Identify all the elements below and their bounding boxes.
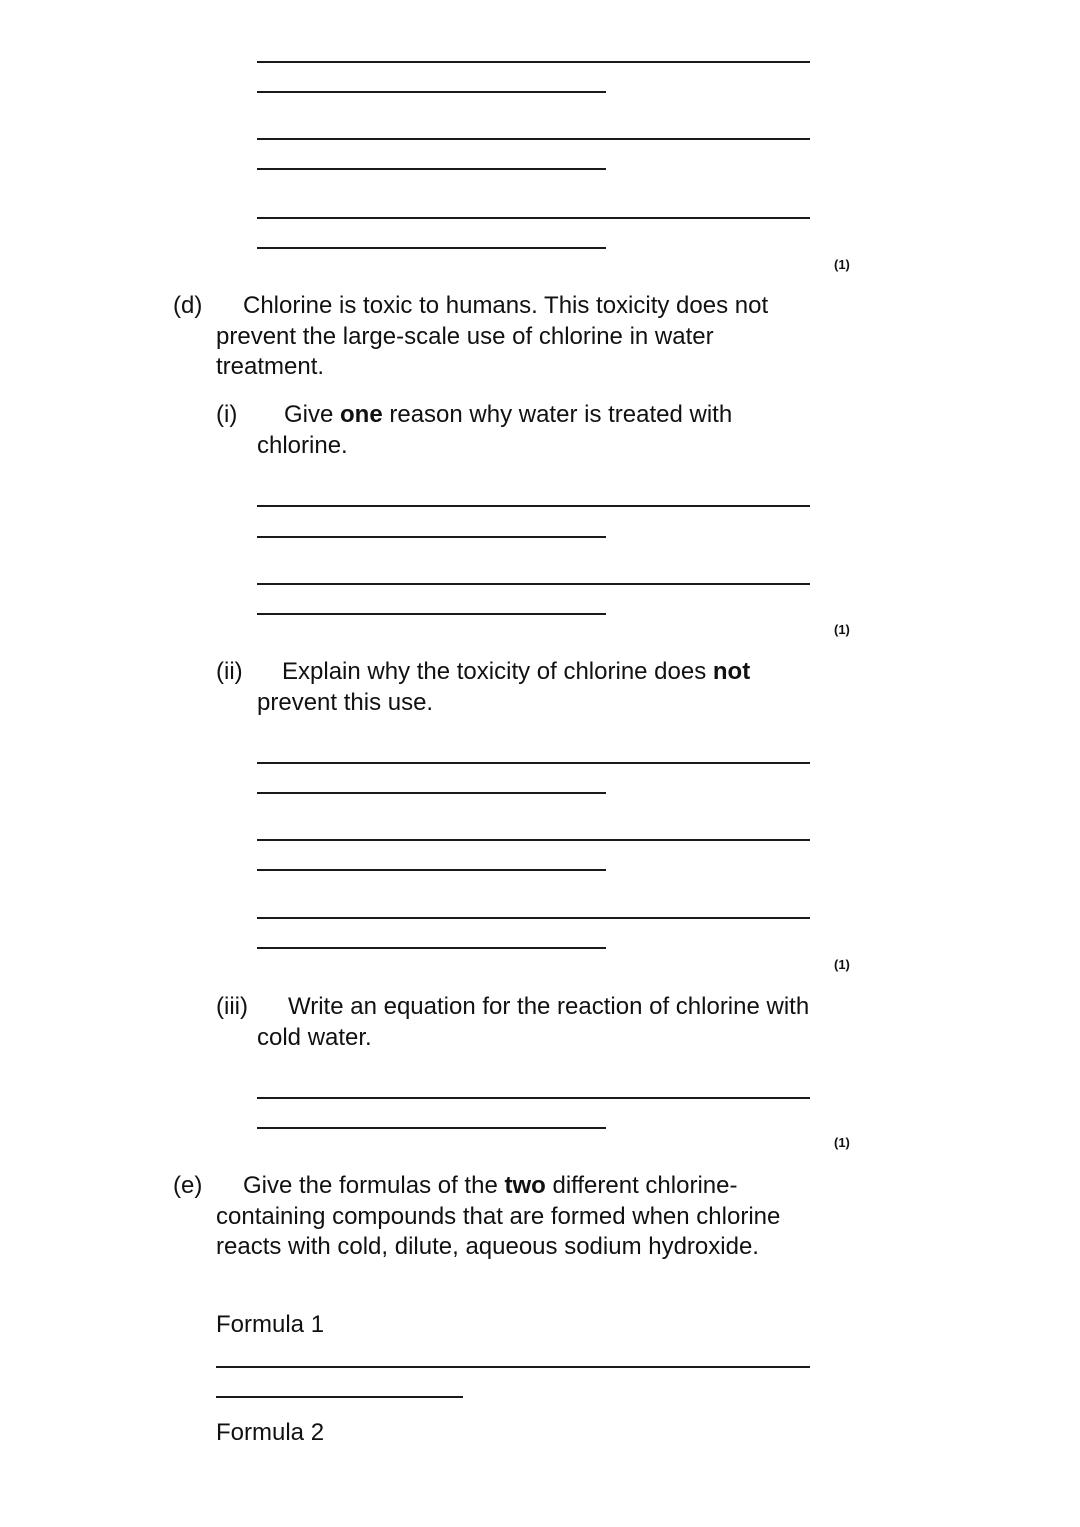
- answer-line[interactable]: [257, 762, 810, 764]
- part-text: Write an equation for the reaction of chlorine with cold water.: [257, 993, 810, 1051]
- mark-allocation: (1): [834, 257, 850, 272]
- answer-line[interactable]: [257, 917, 810, 919]
- answer-line[interactable]: [257, 247, 606, 249]
- question-number: (e): [173, 1172, 203, 1199]
- answer-line[interactable]: [257, 583, 810, 585]
- answer-line[interactable]: [257, 61, 810, 63]
- question-e-stem: [173, 1171, 816, 1263]
- part-number: (i): [216, 401, 238, 428]
- question-number: (d): [173, 292, 203, 319]
- answer-line[interactable]: [257, 138, 810, 140]
- question-d-ii: [216, 657, 817, 718]
- answer-line[interactable]: [257, 91, 606, 93]
- question-d-stem: [173, 291, 816, 383]
- question-d-i: [216, 400, 817, 461]
- answer-line[interactable]: [257, 792, 606, 794]
- part-number: (ii): [216, 658, 243, 685]
- question-d-iii: [216, 992, 817, 1053]
- part-text: prevent this use.: [257, 688, 434, 716]
- answer-line[interactable]: [257, 217, 810, 219]
- answer-line[interactable]: [257, 1127, 606, 1129]
- question-text: different chlorine-containing compounds that are formed when chlorine reacts with cold, dilute, aqueous sodium hydroxide.: [216, 1172, 781, 1260]
- answer-line[interactable]: [257, 869, 606, 871]
- part-number: (iii): [216, 993, 248, 1020]
- answer-line[interactable]: [216, 1366, 810, 1368]
- formula-2-label: Formula 2: [216, 1419, 325, 1446]
- emphasis-text: one: [340, 401, 383, 428]
- emphasis-text: not: [712, 658, 751, 685]
- answer-line[interactable]: [257, 505, 810, 507]
- answer-line[interactable]: [257, 168, 606, 170]
- mark-allocation: (1): [834, 957, 850, 972]
- answer-line[interactable]: [257, 947, 606, 949]
- mark-allocation: (1): [834, 622, 850, 637]
- question-text: Chlorine is toxic to humans. This toxicity does not prevent the large-scale use of chlorine in water treatment.: [216, 292, 769, 380]
- answer-line[interactable]: [257, 613, 606, 615]
- answer-line[interactable]: [216, 1396, 463, 1398]
- answer-line[interactable]: [257, 1097, 810, 1099]
- answer-line[interactable]: [257, 536, 606, 538]
- part-text: Explain why the toxicity of chlorine does: [282, 658, 713, 685]
- formula-1-label: Formula 1: [216, 1311, 325, 1338]
- emphasis-text: two: [504, 1172, 546, 1199]
- part-text: reason why water is treated with chlorine.: [257, 401, 733, 459]
- mark-allocation: (1): [834, 1135, 850, 1150]
- answer-line[interactable]: [257, 839, 810, 841]
- part-text: Give: [284, 401, 341, 428]
- question-text: Give the formulas of the: [243, 1172, 505, 1199]
